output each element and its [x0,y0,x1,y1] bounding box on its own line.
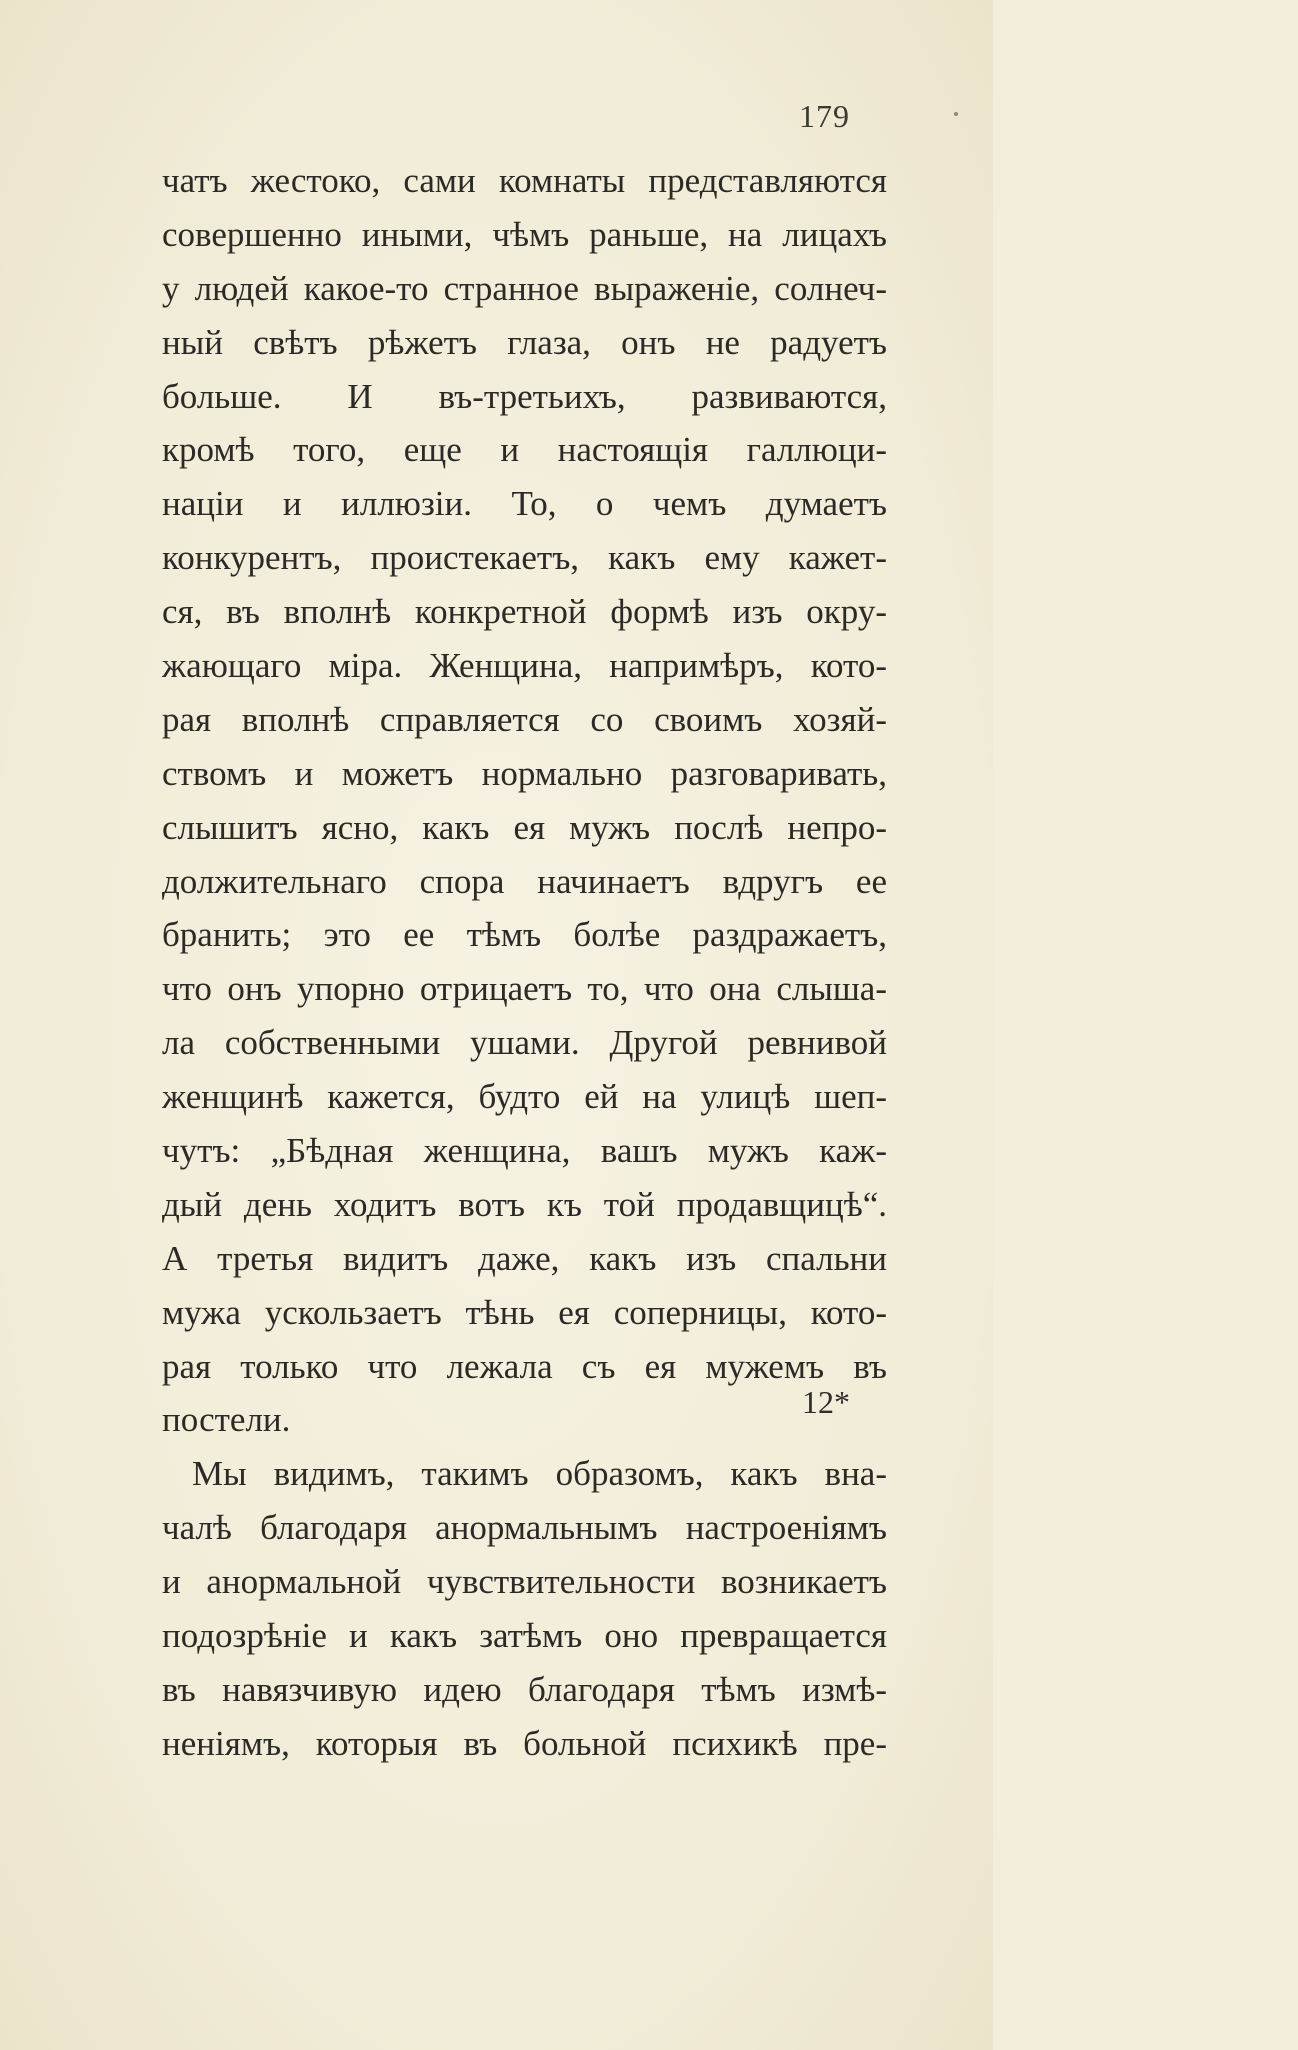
margin-speck [954,112,958,116]
text-line: чатъ жестоко, сами комнаты представляются [162,161,887,200]
text-line: что онъ упорно отрицаетъ то, что она слыша- [162,969,887,1009]
text-line: совершенно иными, чѣмъ раньше, на лицахъ [162,214,887,254]
text-line: мужа ускользаетъ тѣнь ея соперницы, кото- [162,1292,887,1332]
text-line: рая вполнѣ справляется со своимъ хозяй- [162,699,887,739]
text-line: ствомъ и можетъ нормально разговаривать, [162,753,887,793]
text-line: ла собственными ушами. Другой ревнивой [162,1023,887,1063]
text-line: кромѣ того, еще и настоящія галлюци- [162,430,887,470]
text-line: слышитъ ясно, какъ ея мужъ послѣ непро- [162,807,887,847]
text-line: ся, въ вполнѣ конкретной формѣ изъ окру- [162,592,887,632]
signature-mark: 12* [802,1384,850,1420]
text-line: женщинѣ кажется, будто ей на улицѣ шеп- [162,1077,887,1117]
text-line: чалѣ благодаря анормальнымъ настроеніямъ [162,1508,887,1548]
text-line: подозрѣніе и какъ затѣмъ оно превращается [162,1616,887,1656]
text-line: бранить; это ее тѣмъ болѣе раздражаетъ, [162,915,887,955]
text-line: ный свѣтъ рѣжетъ глаза, онъ не радуетъ [162,322,887,362]
text-line: націи и иллюзіи. То, о чемъ думаетъ [162,484,887,524]
paragraph-start-line: Мы видимъ, такимъ образомъ, какъ вна- [192,1454,887,1494]
text-line: постели. [162,1400,291,1440]
text-line: больше. И въ-третьихъ, развиваются, [162,376,887,416]
text-line: должительнаго спора начинаетъ вдругъ ее [162,861,887,901]
text-line: и анормальной чувствительности возникаетъ [162,1562,887,1602]
text-line: дый день ходитъ вотъ къ той продавщицѣ“. [162,1184,887,1224]
page-number: 179 [799,98,850,134]
text-line: конкурентъ, проистекаетъ, какъ ему кажет- [162,538,887,578]
text-line: чутъ: „Бѣдная женщина, вашъ мужъ каж- [162,1131,887,1171]
body-text [162,154,887,1771]
text-line: рая только что лежала съ ея мужемъ въ [162,1346,887,1386]
text-line: жающаго міра. Женщина, напримѣръ, кото- [162,646,887,686]
text-line: А третья видитъ даже, какъ изъ спальни [162,1238,887,1278]
text-line: у людей какое-то странное выраженіе, солнеч- [162,268,887,308]
text-line: неніямъ, которыя въ больной психикѣ пре- [162,1723,887,1763]
text-line: въ навязчивую идею благодаря тѣмъ измѣ- [162,1669,887,1709]
